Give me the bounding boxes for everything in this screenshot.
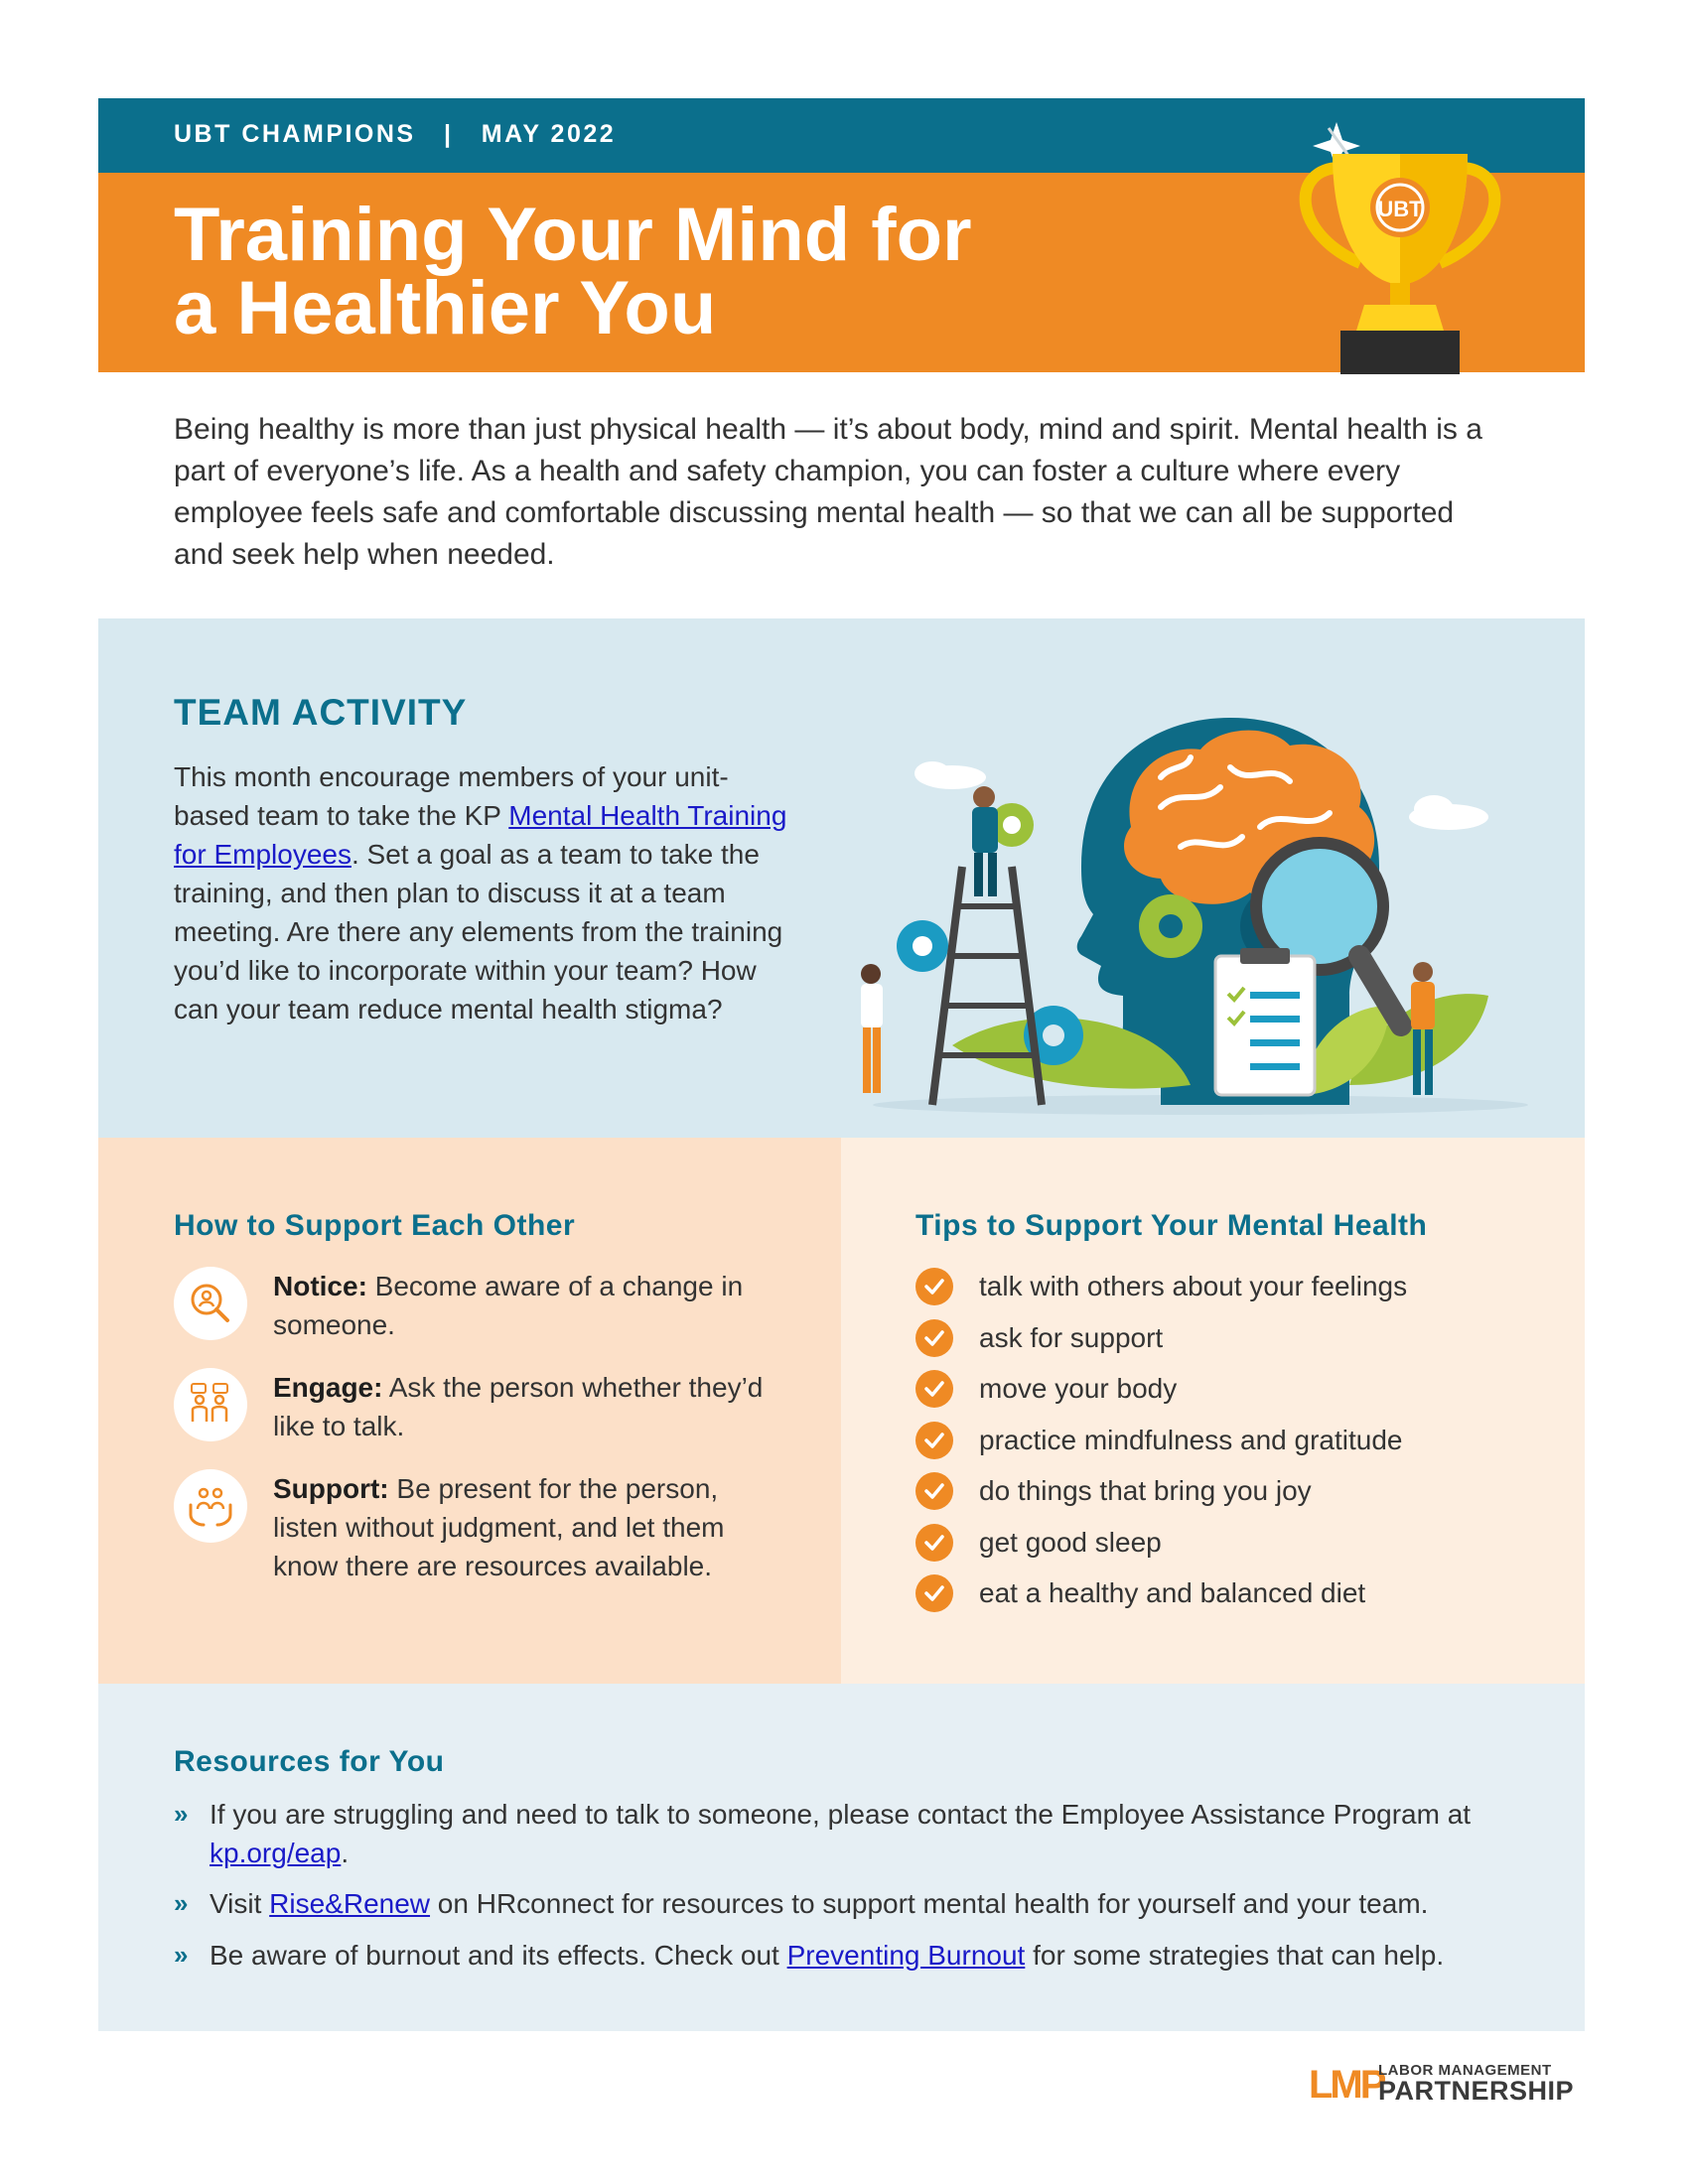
support-term: Engage: — [273, 1372, 383, 1403]
magnifier-person-icon — [174, 1267, 247, 1340]
tip-label: do things that bring you joy — [979, 1475, 1312, 1506]
issue-date: MAY 2022 — [481, 120, 617, 148]
mental-health-training-link[interactable]: Mental Health Training for Employees — [174, 800, 787, 870]
resource-text — [210, 1884, 1540, 1923]
support-item-text — [273, 1469, 770, 1585]
check-circle-icon — [915, 1472, 953, 1510]
resource-text-after: . — [341, 1838, 350, 1868]
bullet-icon: » — [174, 1940, 189, 1970]
helping-hands-icon — [174, 1469, 247, 1543]
brain-training-illustration — [833, 658, 1568, 1125]
resource-text-before: Visit — [210, 1888, 270, 1919]
resource-text — [210, 1795, 1540, 1872]
tips-heading: Tips to Support Your Mental Health — [915, 1209, 1428, 1242]
bullet-icon: » — [174, 1888, 189, 1918]
support-term: Notice: — [273, 1271, 367, 1301]
lmp-logo-line-1: LABOR MANAGEMENT — [1378, 2062, 1552, 2079]
team-activity-text-after: . Set a goal as a team to take the training, and then plan to discuss it at a team meeting. Are there any elements from the training you’d like to incorporate within your team? How can your team reduce mental health stigma? — [174, 839, 783, 1024]
resources-heading: Resources for You — [174, 1745, 445, 1778]
tip-label: talk with others about your feelings — [979, 1271, 1408, 1301]
lmp-logo-line-2: PARTNERSHIP — [1378, 2076, 1575, 2106]
check-circle-icon — [915, 1319, 953, 1357]
team-activity-text-before: This month encourage members of your unit-based team to take the KP — [174, 761, 729, 831]
check-circle-icon — [915, 1524, 953, 1562]
preventing-burnout-link[interactable]: Preventing Burnout — [786, 1940, 1026, 1971]
support-description: Become aware of a change in someone. — [273, 1271, 744, 1340]
eap-link[interactable]: kp.org/eap — [210, 1838, 342, 1868]
support-item-text — [273, 1368, 770, 1445]
check-circle-icon — [915, 1422, 953, 1459]
support-description: Be present for the person, listen without judgment, and let them know there are resources available. — [273, 1473, 725, 1581]
team-activity-heading: TEAM ACTIVITY — [174, 692, 468, 733]
check-circle-icon — [915, 1268, 953, 1305]
resource-text-before: If you are struggling and need to talk to someone, please contact the Employee Assistance Program at — [210, 1799, 1472, 1830]
tip-label: eat a healthy and balanced diet — [979, 1577, 1366, 1608]
people-talking-icon — [174, 1368, 247, 1441]
trophy-icon — [1281, 114, 1519, 374]
tip-label: get good sleep — [979, 1526, 1162, 1558]
lmp-logo — [1309, 2062, 1587, 2108]
trophy-badge-text: UBT — [1377, 197, 1423, 221]
support-section — [98, 1138, 841, 1684]
rise-renew-link[interactable]: Rise&Renew — [269, 1888, 431, 1919]
support-item-text — [273, 1267, 770, 1344]
tip-label: practice mindfulness and gratitude — [979, 1424, 1403, 1455]
resource-text-before: Be aware of burnout and its effects. Check out — [210, 1940, 787, 1971]
bullet-icon: » — [174, 1799, 189, 1829]
intro-paragraph: Being healthy is more than just physical health — it’s about body, mind and spirit. Mental health is a part of everyone’s life. As a health and safety champion, you can foster a culture where every employee feels safe and comfortable discussing mental health — so that we can all be supported and seek help when needed. — [174, 413, 1482, 571]
resource-text — [210, 1936, 1540, 1975]
page-title — [174, 193, 972, 350]
check-circle-icon — [915, 1370, 953, 1408]
resources-section — [98, 1684, 1585, 2031]
resource-text-after: for some strategies that can help. — [1025, 1940, 1445, 1971]
team-activity-text — [174, 757, 789, 1028]
support-heading: How to Support Each Other — [174, 1209, 576, 1242]
tip-label: move your body — [979, 1373, 1178, 1404]
resource-text-after: on HRconnect for resources to support mental health for yourself and your team. — [430, 1888, 1429, 1919]
tip-label: ask for support — [979, 1321, 1164, 1353]
title-line-1: Training Your Mind for — [174, 193, 972, 277]
tips-section — [841, 1138, 1585, 1684]
title-line-2: a Healthier You — [174, 266, 717, 350]
check-circle-icon — [915, 1574, 953, 1612]
kicker-separator: | — [443, 120, 454, 148]
support-term: Support: — [273, 1473, 389, 1504]
support-description: Ask the person whether they’d like to talk. — [273, 1372, 764, 1441]
series-label: UBT CHAMPIONS — [174, 120, 416, 148]
lmp-logo-mark: LMP — [1309, 2063, 1384, 2107]
header-kicker — [174, 120, 616, 149]
team-activity-section — [98, 618, 1585, 1138]
